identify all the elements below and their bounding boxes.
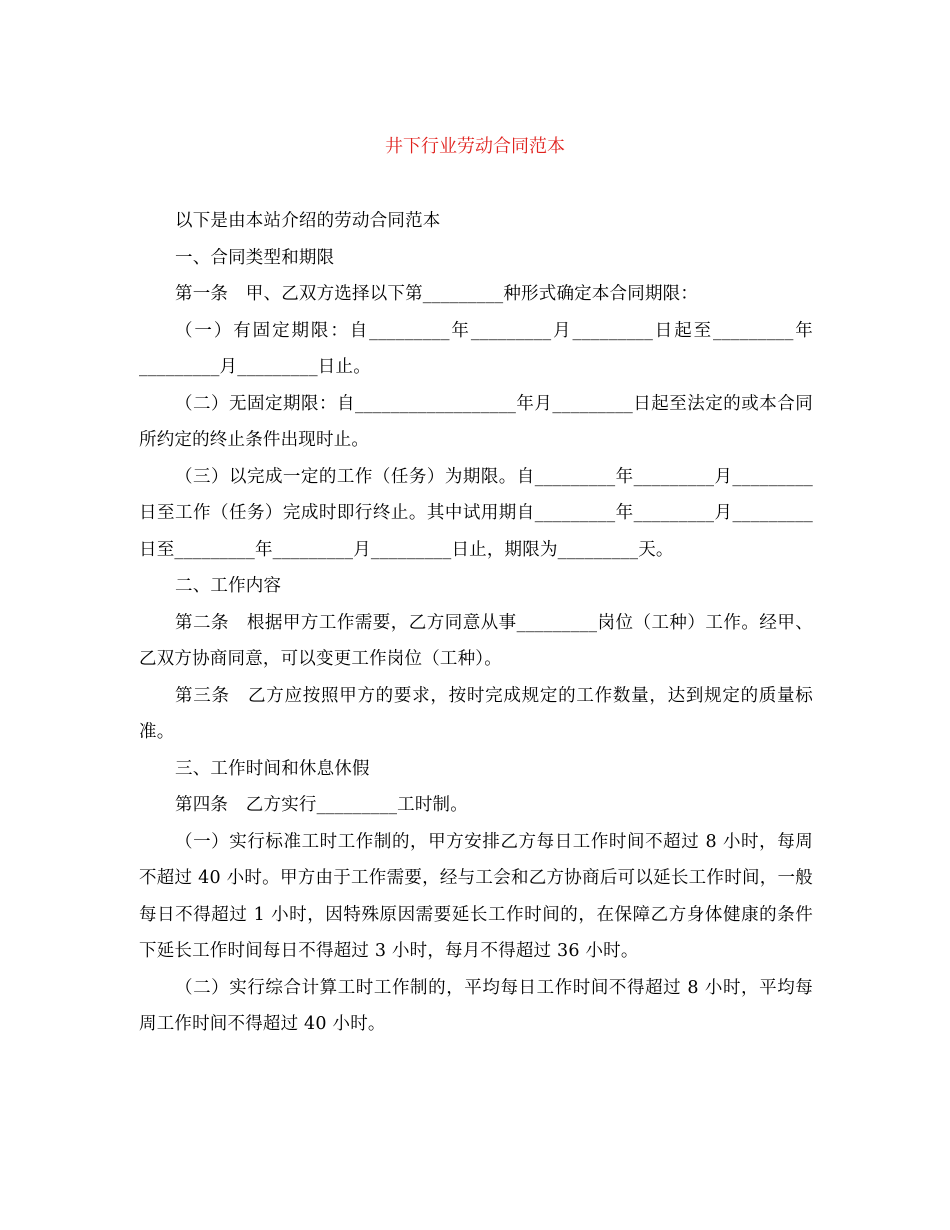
intro-paragraph: 以下是由本站介绍的劳动合同范本 <box>175 211 441 231</box>
section-heading-work-content: 二、工作内容 <box>175 576 282 596</box>
clause-fixed-term: （一）有固定期限：自_________年_________月_________日起至_________年_________月_________日止。 <box>139 320 813 377</box>
article-1: 第一条 甲、乙双方选择以下第_________种形式确定本合同期限： <box>175 284 699 304</box>
article-4: 第四条 乙方实行_________工时制。 <box>175 795 468 815</box>
document-title: 井下行业劳动合同范本 <box>385 136 565 157</box>
clause-task-term: （三）以完成一定的工作（任务）为期限。自_________年_________月_________日至工作（任务）完成时即行终止。其中试用期自_________年_________月_________日至_________年_________月_________日止，期限为_________天。 <box>139 466 813 560</box>
clause-comprehensive-hours: （二）实行综合计算工时工作制的，平均每日工作时间不得超过 8 小时，平均每周工作时间不得超过 40 小时。 <box>139 977 813 1034</box>
clause-standard-hours: （一）实行标准工时工作制的，甲方安排乙方每日工作时间不超过 8 小时，每周不超过 40 小时。甲方由于工作需要，经与工会和乙方协商后可以延长工作时间，一般每日不得超过 1 小时，因特殊原因需要延长工作时间的，在保障乙方身体健康的条件下延长工作时间每日不得超过 3 小时，每月不得超过 36 小时。 <box>139 831 813 961</box>
clause-open-term: （二）无固定期限：自__________________年月_________日起至法定的或本合同所约定的终止条件出现时止。 <box>139 393 813 450</box>
article-3: 第三条 乙方应按照甲方的要求，按时完成规定的工作数量，达到规定的质量标准。 <box>139 685 813 742</box>
document-body <box>139 203 813 1043</box>
article-2: 第二条 根据甲方工作需要，乙方同意从事_________岗位（工种）工作。经甲、乙双方协商同意，可以变更工作岗位（工种）。 <box>139 612 813 669</box>
section-heading-contract-type: 一、合同类型和期限 <box>175 247 335 268</box>
section-heading-work-hours: 三、工作时间和休息休假 <box>175 758 370 779</box>
